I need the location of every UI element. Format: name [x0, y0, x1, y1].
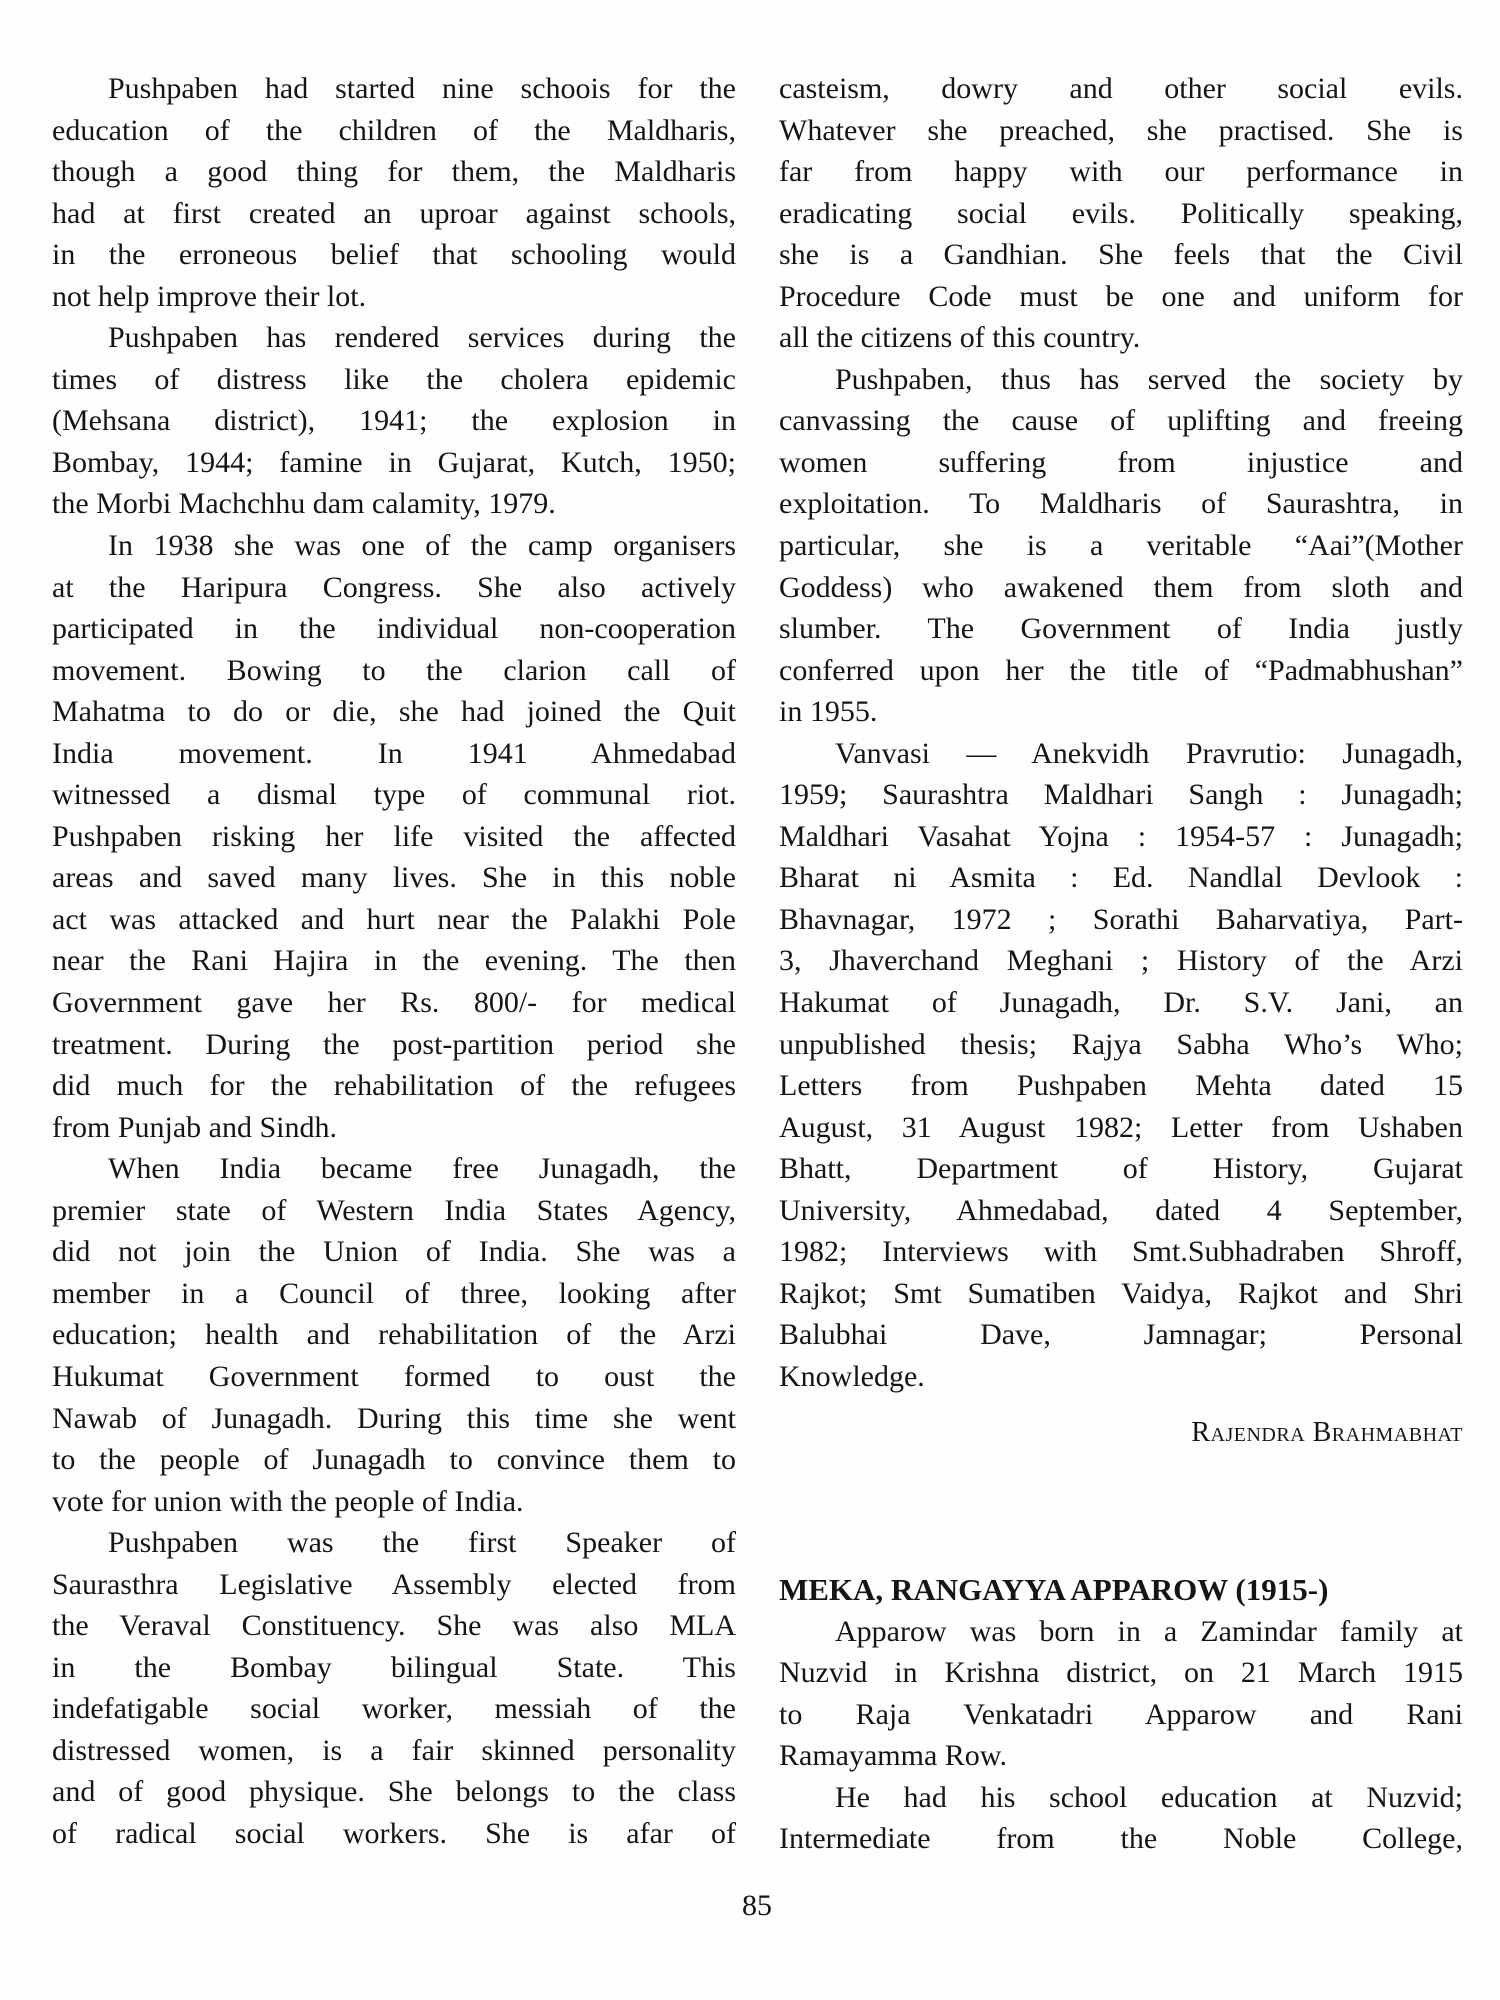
text-line: Government gave her Rs. 800/- for medical — [52, 986, 736, 1020]
text-line: witnessed a dismal type of communal riot. — [52, 778, 736, 812]
text-line: at the Haripura Congress. She also actively — [52, 570, 736, 604]
text-line: Pushpaben had started nine schoois for the — [108, 72, 736, 105]
text-line: Hakumat of Junagadh, Dr. S.V. Jani, an — [779, 986, 1463, 1020]
text-line: 3, Jhaverchand Meghani ; History of the Arzi — [779, 944, 1463, 978]
paragraph — [52, 525, 736, 1148]
text-line: and of good physique. She belongs to the class — [52, 1775, 736, 1809]
text-line: indefatigable social worker, messiah of the — [52, 1692, 736, 1726]
text-line: not help improve their lot. — [52, 279, 367, 313]
text-line: Nuzvid in Krishna district, on 21 March 1915 — [779, 1656, 1463, 1690]
text-line: treatment. During the post-partition period she — [52, 1027, 736, 1061]
text-line: had at first created an uproar against schools, — [52, 196, 736, 230]
text-line: Ramayamma Row. — [779, 1739, 1008, 1773]
paragraph — [779, 359, 1463, 733]
text-line: Balubhai Dave, Jamnagar; Personal — [779, 1318, 1463, 1352]
text-line: of radical social workers. She is afar of — [52, 1816, 736, 1850]
text-line: 1959; Saurashtra Maldhari Sangh : Junagadh; — [779, 778, 1463, 812]
text-line: India movement. In 1941 Ahmedabad — [52, 736, 736, 770]
text-line: near the Rani Hajira in the evening. The then — [52, 944, 736, 978]
left-column — [52, 68, 736, 1855]
text-line: distressed women, is a fair skinned personality — [52, 1733, 736, 1767]
paragraph — [779, 68, 1463, 359]
text-line: Bombay, 1944; famine in Gujarat, Kutch, 1950; — [52, 445, 736, 479]
text-line: In 1938 she was one of the camp organisers — [108, 529, 736, 563]
paragraph — [779, 1777, 1463, 1860]
text-line: to the people of Junagadh to convince them to — [52, 1443, 736, 1477]
section-gap — [779, 1453, 1463, 1569]
text-line: in the Bombay bilingual State. This — [52, 1650, 736, 1684]
text-line: Bhatt, Department of History, Gujarat — [779, 1152, 1463, 1186]
text-line: in 1955. — [779, 695, 878, 729]
text-line: When India became free Junagadh, the — [108, 1152, 736, 1186]
text-line: (Mehsana district), 1941; the explosion in — [52, 404, 736, 438]
text-line: Saurasthra Legislative Assembly elected from — [52, 1567, 736, 1601]
text-line: times of distress like the cholera epidemic — [52, 362, 736, 396]
text-line: eradicating social evils. Politically speaking, — [779, 196, 1463, 230]
text-line: unpublished thesis; Rajya Sabha Who’s Who; — [779, 1027, 1463, 1061]
text-line: slumber. The Government of India justly — [779, 612, 1463, 646]
text-line: Maldhari Vasahat Yojna : 1954-57 : Junagadh; — [779, 819, 1463, 853]
text-line: she is a Gandhian. She feels that the Civil — [779, 238, 1463, 272]
text-line: Bharat ni Asmita : Ed. Nandlal Devlook : — [779, 861, 1463, 895]
text-line: movement. Bowing to the clarion call of — [52, 653, 736, 687]
bibliography — [779, 733, 1463, 1398]
text-line: particular, she is a veritable “Aai”(Mother — [779, 529, 1463, 563]
text-line: women suffering from injustice and — [779, 445, 1463, 479]
text-line: did much for the rehabilitation of the refugees — [52, 1069, 736, 1103]
text-line: Goddess) who awakened them from sloth and — [779, 570, 1463, 604]
paragraph — [52, 317, 736, 525]
text-line: Apparow was born in a Zamindar family at — [835, 1614, 1463, 1648]
text-line: He had his school education at Nuzvid; — [835, 1780, 1463, 1814]
text-line: Pushpaben has rendered services during the — [108, 321, 736, 355]
right-column — [779, 68, 1463, 1860]
text-line: the Morbi Machchhu dam calamity, 1979. — [52, 487, 556, 521]
text-line: education of the children of the Maldharis, — [52, 113, 736, 147]
page-number: 85 — [742, 1889, 772, 1922]
text-line: conferred upon her the title of “Padmabhushan” — [779, 653, 1463, 687]
text-line: vote for union with the people of India. — [52, 1484, 524, 1518]
text-line: Vanvasi — Anekvidh Pravrutio: Junagadh, — [835, 736, 1463, 770]
text-line: the Veraval Constituency. She was also MLA — [52, 1609, 736, 1643]
text-line: all the citizens of this country. — [779, 321, 1141, 355]
text-line: Bhavnagar, 1972 ; Sorathi Baharvatiya, Part- — [779, 902, 1463, 936]
text-line: Mahatma to do or die, she had joined the Quit — [52, 695, 736, 729]
text-line: August, 31 August 1982; Letter from Ushaben — [779, 1110, 1463, 1144]
text-line: Pushpaben, thus has served the society by — [835, 362, 1463, 396]
text-line: Hukumat Government formed to oust the — [52, 1359, 736, 1393]
text-line: education; health and rehabilitation of the Arzi — [52, 1318, 736, 1352]
text-line: exploitation. To Maldharis of Saurashtra, in — [779, 487, 1463, 521]
text-line: to Raja Venkatadri Apparow and Rani — [779, 1697, 1463, 1731]
paragraph — [52, 68, 736, 317]
text-line: member in a Council of three, looking after — [52, 1276, 736, 1310]
text-line: participated in the individual non-cooperation — [52, 612, 736, 646]
text-line: from Punjab and Sindh. — [52, 1110, 337, 1144]
text-line: canvassing the cause of uplifting and freeing — [779, 404, 1463, 438]
text-line: Pushpaben was the first Speaker of — [108, 1526, 736, 1560]
author-signature: Rajendra Brahmabhat — [1191, 1416, 1463, 1448]
paragraph — [52, 1522, 736, 1854]
paragraph — [52, 1148, 736, 1522]
text-line: in the erroneous belief that schooling would — [52, 238, 736, 272]
text-line: 1982; Interviews with Smt.Subhadraben Shroff, — [779, 1235, 1463, 1269]
text-line: Whatever she preached, she practised. She is — [779, 113, 1463, 147]
text-line: Intermediate from the Noble College, — [779, 1822, 1463, 1856]
text-line: did not join the Union of India. She was a — [52, 1235, 736, 1269]
text-line: though a good thing for them, the Maldharis — [52, 155, 736, 189]
text-line: Rajkot; Smt Sumatiben Vaidya, Rajkot and Shri — [779, 1276, 1463, 1310]
text-line: casteism, dowry and other social evils. — [779, 72, 1463, 105]
text-line: Nawab of Junagadh. During this time she went — [52, 1401, 736, 1435]
text-line: Letters from Pushpaben Mehta dated 15 — [779, 1069, 1463, 1103]
text-line: Pushpaben risking her life visited the affected — [52, 819, 736, 853]
text-line: University, Ahmedabad, dated 4 September, — [779, 1193, 1463, 1227]
text-line: Procedure Code must be one and uniform for — [779, 279, 1463, 313]
text-line: premier state of Western India States Agency, — [52, 1193, 736, 1227]
text-line: far from happy with our performance in — [779, 155, 1463, 189]
text-line: areas and saved many lives. She in this noble — [52, 861, 736, 895]
entry-heading: MEKA, RANGAYYA APPAROW (1915-) — [779, 1572, 1329, 1608]
paragraph — [779, 1611, 1463, 1777]
text-line: Knowledge. — [779, 1359, 925, 1393]
text-line: act was attacked and hurt near the Palakhi Pole — [52, 902, 736, 936]
